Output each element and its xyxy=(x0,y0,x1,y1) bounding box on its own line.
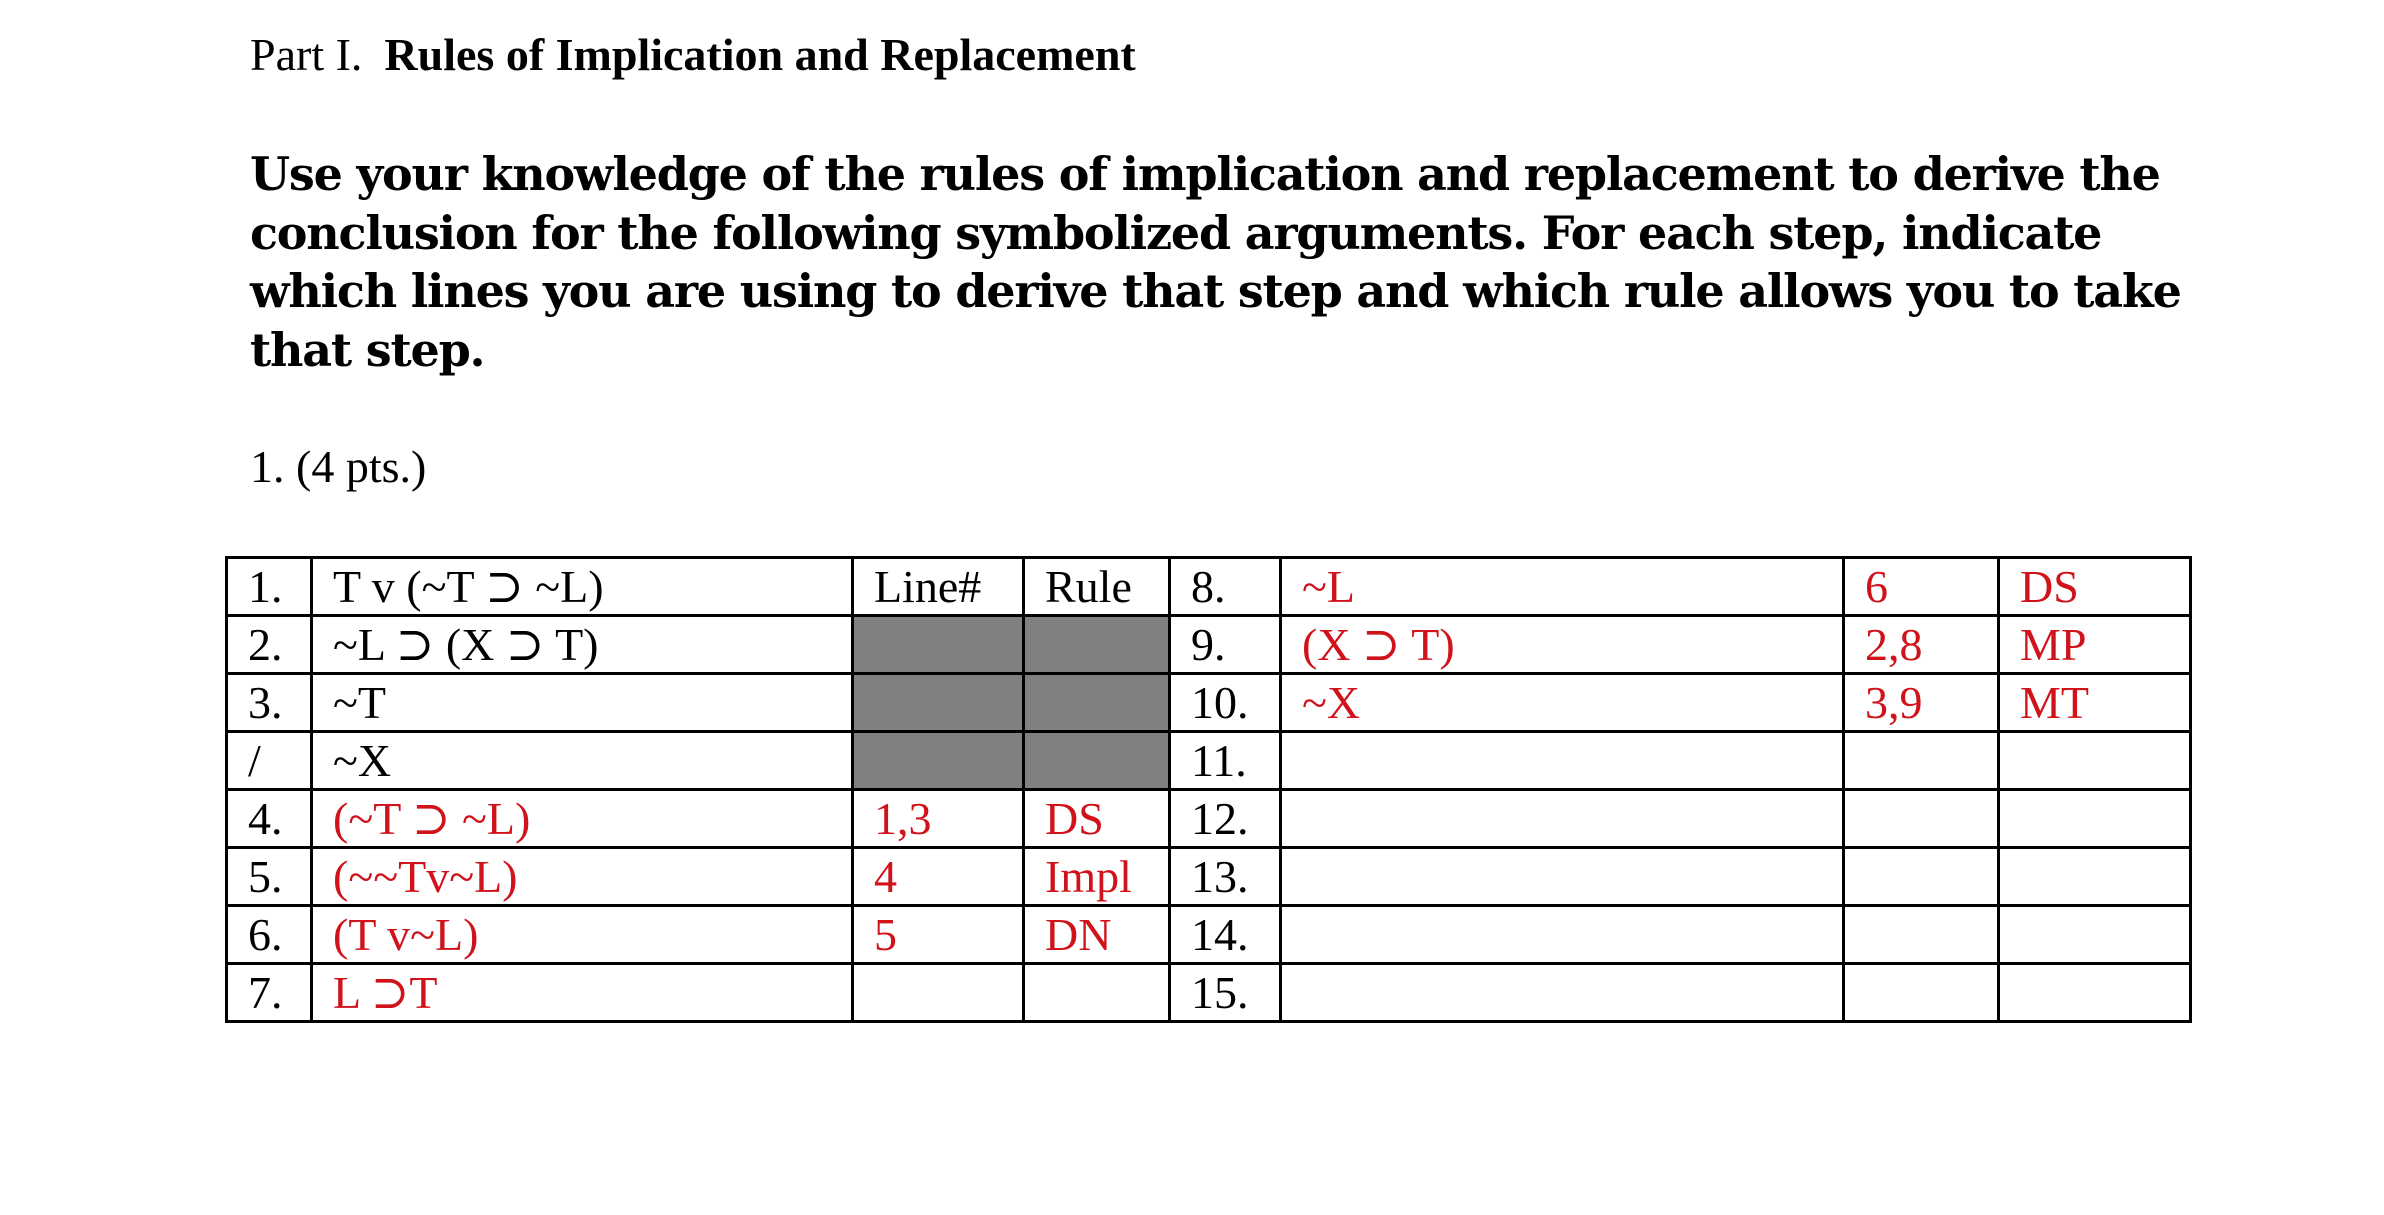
line-header: Line# xyxy=(853,558,1024,616)
section-title: Rules of Implication and Replacement xyxy=(384,29,1136,80)
page-heading xyxy=(250,28,1136,81)
line-number: 7. xyxy=(227,964,312,1022)
part-label: Part I. xyxy=(250,29,363,80)
line-number: 8. xyxy=(1170,558,1281,616)
justification-rule: DS xyxy=(1024,790,1170,848)
proof-row xyxy=(227,616,2191,674)
justification-lines xyxy=(853,964,1024,1022)
line-number: 3. xyxy=(227,674,312,732)
proof-row xyxy=(227,906,2191,964)
justification-rule xyxy=(1999,848,2191,906)
rule-header: Rule xyxy=(1024,558,1170,616)
line-number: 12. xyxy=(1170,790,1281,848)
line-number: 11. xyxy=(1170,732,1281,790)
shaded-cell xyxy=(853,674,1024,732)
premise-formula: ~T xyxy=(312,674,853,732)
derived-formula: (X ⊃ T) xyxy=(1281,616,1844,674)
justification-lines xyxy=(1844,906,1999,964)
justification-lines: 1,3 xyxy=(853,790,1024,848)
justification-rule: MP xyxy=(1999,616,2191,674)
derived-formula xyxy=(1281,964,1844,1022)
premise-formula: ~L ⊃ (X ⊃ T) xyxy=(312,616,853,674)
premise-formula: T v (~T ⊃ ~L) xyxy=(312,558,853,616)
premise-formula: ~X xyxy=(312,732,853,790)
derived-formula xyxy=(1281,906,1844,964)
derived-formula: (T v~L) xyxy=(312,906,853,964)
justification-lines xyxy=(1844,848,1999,906)
proof-row xyxy=(227,964,2191,1022)
justification-lines: 4 xyxy=(853,848,1024,906)
instructions-paragraph: Use your knowledge of the rules of implication and replacement to derive the conclusion for the following symbolized arguments. For each step, indicate which lines you are using to derive that step and which rule allows you to take that step. xyxy=(250,147,2181,377)
justification-lines: 2,8 xyxy=(1844,616,1999,674)
derived-formula: (~T ⊃ ~L) xyxy=(312,790,853,848)
justification-rule: DS xyxy=(1999,558,2191,616)
line-number: 1. xyxy=(227,558,312,616)
line-number: / xyxy=(227,732,312,790)
derived-formula: ~L xyxy=(1281,558,1844,616)
derived-formula: (~~Tv~L) xyxy=(312,848,853,906)
line-number: 10. xyxy=(1170,674,1281,732)
justification-rule: Impl xyxy=(1024,848,1170,906)
line-number: 5. xyxy=(227,848,312,906)
shaded-cell xyxy=(1024,732,1170,790)
line-number: 2. xyxy=(227,616,312,674)
proof-row xyxy=(227,558,2191,616)
proof-table xyxy=(225,556,2192,1023)
line-number: 13. xyxy=(1170,848,1281,906)
derived-formula: ~X xyxy=(1281,674,1844,732)
proof-row xyxy=(227,790,2191,848)
shaded-cell xyxy=(1024,674,1170,732)
shaded-cell xyxy=(853,616,1024,674)
shaded-cell xyxy=(1024,616,1170,674)
proof-row xyxy=(227,674,2191,732)
justification-lines xyxy=(1844,964,1999,1022)
proof-row xyxy=(227,848,2191,906)
derived-formula xyxy=(1281,790,1844,848)
justification-rule: DN xyxy=(1024,906,1170,964)
derived-formula xyxy=(1281,732,1844,790)
justification-lines: 3,9 xyxy=(1844,674,1999,732)
justification-lines: 6 xyxy=(1844,558,1999,616)
justification-lines xyxy=(1844,732,1999,790)
justification-rule xyxy=(1999,790,2191,848)
line-number: 9. xyxy=(1170,616,1281,674)
proof-row xyxy=(227,732,2191,790)
line-number: 14. xyxy=(1170,906,1281,964)
problem-label: 1. (4 pts.) xyxy=(250,441,427,492)
line-number: 6. xyxy=(227,906,312,964)
justification-rule xyxy=(1999,906,2191,964)
derived-formula xyxy=(1281,848,1844,906)
line-number: 15. xyxy=(1170,964,1281,1022)
justification-rule xyxy=(1999,964,2191,1022)
justification-rule: MT xyxy=(1999,674,2191,732)
derived-formula: L ⊃T xyxy=(312,964,853,1022)
justification-lines xyxy=(1844,790,1999,848)
justification-lines: 5 xyxy=(853,906,1024,964)
justification-rule xyxy=(1024,964,1170,1022)
shaded-cell xyxy=(853,732,1024,790)
justification-rule xyxy=(1999,732,2191,790)
line-number: 4. xyxy=(227,790,312,848)
